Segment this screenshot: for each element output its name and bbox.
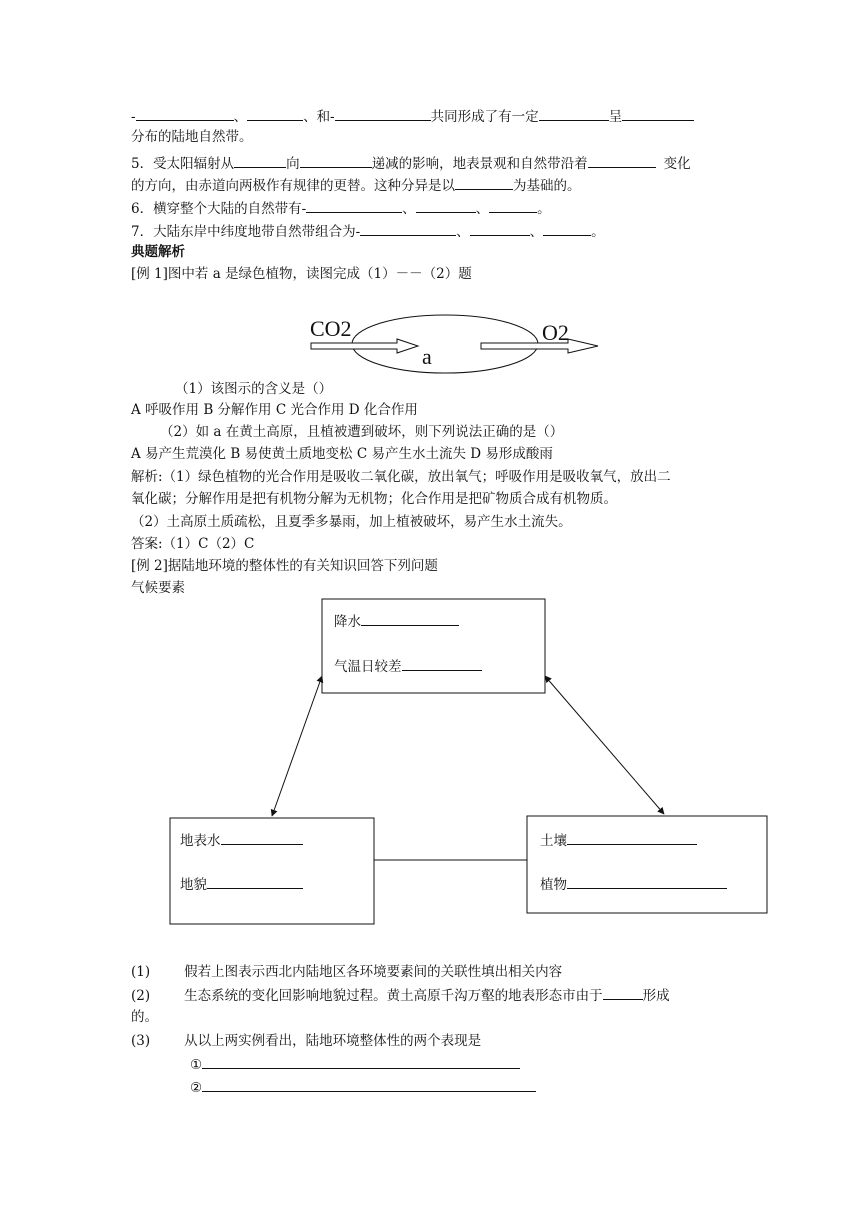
surface-water-field: [180, 829, 303, 849]
text: 气温日较差: [334, 659, 402, 675]
text: ②: [190, 1080, 203, 1096]
text: 共同形成了有一定: [430, 109, 539, 125]
temperature-range-field: [334, 655, 482, 675]
right-double-arrow: [545, 676, 664, 814]
question-1: （1）该图示的含义是（）: [175, 381, 333, 397]
text: 从以上两实例看出，陆地环境整体性的两个表现是: [184, 1033, 482, 1049]
blank[interactable]: [202, 1077, 536, 1092]
part-3-answer-1: [190, 1054, 520, 1076]
text: 、: [233, 109, 248, 125]
blank[interactable]: [202, 1054, 520, 1069]
analysis-line-1: 解析:（1）绿色植物的光合作用是吸收二氧化碳，放出氧气；呼吸作用是吸收氧气，放出二: [131, 469, 671, 485]
text: 6．横穿整个大陆的自然带有-: [131, 201, 307, 217]
part-2: [131, 985, 670, 1007]
text: (1): [131, 964, 151, 980]
text: 呈: [608, 109, 623, 125]
part-1: [131, 962, 562, 983]
text: 。: [537, 201, 551, 217]
text: 降水: [334, 614, 361, 630]
text: 、: [529, 224, 544, 240]
text: -: [131, 109, 136, 125]
soil-field: [540, 829, 697, 849]
landform-field: [180, 873, 303, 893]
text: 、: [303, 109, 317, 125]
text: 、: [456, 224, 470, 240]
text: 地貌: [180, 877, 207, 893]
climate-factors-label: 气候要素: [131, 580, 185, 596]
blank[interactable]: [207, 874, 303, 889]
text: 生态系统的变化回影响地貌过程。黄土高原千沟万壑的地表形态市由于: [184, 988, 603, 1004]
question-1-options: A 呼吸作用 B 分解作用 C 光合作用 D 化合作用: [131, 402, 418, 418]
text: 为基础的。: [513, 178, 581, 194]
example-1-heading: [例 1]图中若 a 是绿色植物，读图完成（1）－－（2）题: [131, 266, 472, 282]
text: 、: [475, 201, 490, 217]
text: 5．受太阳辐射从: [131, 156, 235, 172]
text: 。: [591, 224, 605, 240]
blank[interactable]: [567, 874, 727, 889]
question-2: （2）如 a 在黄土高原，且植被遭到破坏，则下列说法正确的是（）: [160, 424, 564, 440]
blank[interactable]: [603, 985, 643, 1000]
analysis-line-3: （2）土高原土质疏松，且夏季多暴雨，加上植被破坏，易产生水土流失。: [131, 514, 572, 530]
text: 的方向，由赤道向两极作有规律的更替。这种分异是以: [131, 178, 455, 194]
part-2-cont: 的。: [131, 1009, 158, 1025]
text: 向: [286, 156, 300, 172]
text: 土壤: [540, 833, 567, 849]
text: 假若上图表示西北内陆地区各环境要素间的关联性填出相关内容: [184, 964, 563, 980]
o2-label: O2: [542, 320, 569, 345]
question-2-options: A 易产生荒漠化 B 易使黄土质地变松 C 易产生水土流失 D 易形成酸雨: [131, 446, 553, 462]
blank[interactable]: [361, 611, 459, 626]
text: 植物: [540, 877, 567, 893]
text: 形成: [642, 988, 670, 1004]
analysis-line-2: 氧化碳；分解作用是把有机物分解为无机物；化合作用是把矿物质合成有机物质。: [131, 491, 617, 507]
part-3-answer-2: [190, 1077, 536, 1099]
blank[interactable]: [567, 830, 697, 845]
text: 递减的影响，地表景观和自然带沿着: [371, 156, 588, 172]
section-heading: 典题解析: [131, 244, 185, 260]
precipitation-field: [334, 610, 459, 630]
fill-line-2: 分布的陆地自然带。: [131, 129, 253, 145]
example-2-heading: [例 2]据陆地环境的整体性的有关知识回答下列问题: [131, 558, 438, 574]
part-3: [131, 1031, 481, 1052]
text: 和-: [316, 109, 335, 125]
co2-label: CO2: [310, 316, 352, 341]
text: (2): [131, 988, 151, 1004]
text: 、: [402, 201, 416, 217]
text: 地表水: [180, 833, 221, 849]
text: (3): [131, 1033, 151, 1049]
text: 7．大陆东岸中纬度地带自然带组合为-: [131, 224, 361, 240]
blank[interactable]: [221, 830, 303, 845]
text: 变化: [663, 156, 691, 172]
a-label: a: [422, 344, 432, 369]
vegetation-field: [540, 873, 727, 893]
text: ①: [190, 1057, 203, 1073]
answer: 答案:（1）C（2）C: [131, 536, 255, 552]
blank[interactable]: [402, 656, 482, 671]
left-double-arrow: [272, 676, 322, 816]
